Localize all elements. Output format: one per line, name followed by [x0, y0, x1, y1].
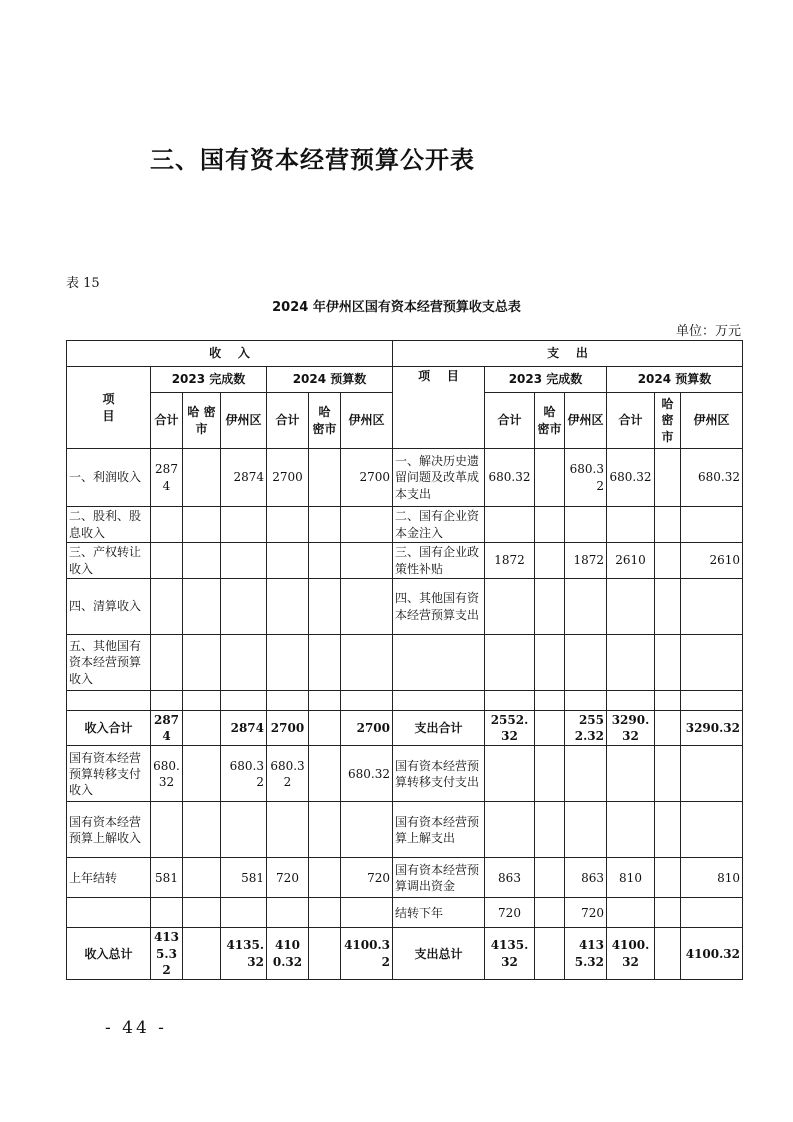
income-value-cell: [221, 543, 267, 579]
income-value-cell: [151, 691, 183, 711]
income-value-cell: [267, 691, 309, 711]
income-value-cell: [183, 543, 221, 579]
expense-value-cell: 1872: [565, 543, 607, 579]
income-2024-header: 2024 预算数: [267, 367, 393, 393]
expense-item-cell: 三、国有企业政策性补贴: [393, 543, 485, 579]
income-value-cell: [151, 898, 183, 928]
income-value-cell: [221, 691, 267, 711]
income-value-cell: [341, 579, 393, 635]
expense-item-cell: 支出总计: [393, 928, 485, 980]
income-item-cell: 一、利润收入: [67, 449, 151, 507]
income-value-cell: 2700: [341, 449, 393, 507]
income-value-cell: [267, 507, 309, 543]
table-title: 2024 年伊州区国有资本经营预算收支总表: [272, 300, 521, 315]
expense-value-cell: [655, 746, 681, 802]
table-row: [67, 928, 743, 980]
table-row: [67, 449, 743, 507]
expense-value-cell: 680.32: [681, 449, 743, 507]
expense-2024-hami-header: 哈 密市: [655, 393, 681, 449]
table-row: [67, 543, 743, 579]
income-value-cell: [183, 507, 221, 543]
expense-value-cell: [655, 543, 681, 579]
income-value-cell: 581: [151, 858, 183, 898]
expense-value-cell: [535, 711, 565, 746]
expense-value-cell: 810: [681, 858, 743, 898]
expense-value-cell: 863: [485, 858, 535, 898]
expense-value-cell: 2610: [607, 543, 655, 579]
income-2024-total-header: 合计: [267, 393, 309, 449]
expense-item-cell: 二、国有企业资本金注入: [393, 507, 485, 543]
expense-value-cell: [607, 898, 655, 928]
expense-value-cell: [607, 579, 655, 635]
expense-value-cell: [681, 579, 743, 635]
expense-value-cell: [655, 711, 681, 746]
income-value-cell: [183, 449, 221, 507]
income-value-cell: [183, 691, 221, 711]
income-value-cell: 4135.32: [151, 928, 183, 980]
income-value-cell: [183, 635, 221, 691]
expense-value-cell: [655, 507, 681, 543]
expense-value-cell: [681, 802, 743, 858]
income-value-cell: 4100.32: [341, 928, 393, 980]
income-value-cell: [151, 543, 183, 579]
expense-value-cell: 680.32: [607, 449, 655, 507]
income-value-cell: 2700: [267, 449, 309, 507]
expense-value-cell: 2552.32: [485, 711, 535, 746]
expense-value-cell: [565, 507, 607, 543]
income-header: 收 入: [67, 341, 393, 367]
income-value-cell: [309, 543, 341, 579]
income-item-cell: 二、股利、股息收入: [67, 507, 151, 543]
income-item-cell: 五、其他国有资本经营预算收入: [67, 635, 151, 691]
table-row: [67, 746, 743, 802]
income-value-cell: [183, 898, 221, 928]
expense-value-cell: [535, 579, 565, 635]
income-value-cell: [183, 928, 221, 980]
income-value-cell: [309, 858, 341, 898]
table-number: 表 15: [66, 276, 100, 291]
expense-value-cell: 720: [485, 898, 535, 928]
page-number: - 44 -: [105, 1018, 167, 1038]
expense-value-cell: [485, 579, 535, 635]
expense-value-cell: [535, 449, 565, 507]
expense-value-cell: [535, 928, 565, 980]
expense-2023-hami-header: 哈 密市: [535, 393, 565, 449]
expense-value-cell: [681, 507, 743, 543]
expense-2023-header: 2023 完成数: [485, 367, 607, 393]
income-value-cell: [309, 579, 341, 635]
expense-value-cell: [681, 635, 743, 691]
expense-value-cell: 680.32: [485, 449, 535, 507]
income-value-cell: 2874: [221, 711, 267, 746]
income-2023-total-header: 合计: [151, 393, 183, 449]
expense-value-cell: [655, 802, 681, 858]
expense-value-cell: [485, 507, 535, 543]
income-value-cell: [309, 691, 341, 711]
income-value-cell: 680.32: [341, 746, 393, 802]
income-value-cell: [183, 802, 221, 858]
income-value-cell: [183, 858, 221, 898]
section-title: 三、国有资本经营预算公开表: [150, 146, 475, 174]
expense-value-cell: 1872: [485, 543, 535, 579]
expense-value-cell: [565, 802, 607, 858]
expense-value-cell: 3290.32: [681, 711, 743, 746]
expense-value-cell: 2610: [681, 543, 743, 579]
expense-value-cell: [535, 858, 565, 898]
income-item-cell: 收入总计: [67, 928, 151, 980]
expense-value-cell: [535, 635, 565, 691]
expense-value-cell: 4135.32: [485, 928, 535, 980]
table-row: [67, 635, 743, 691]
expense-2023-yizhou-header: 伊州区: [565, 393, 607, 449]
expense-value-cell: [607, 746, 655, 802]
income-item-cell: 三、产权转让收入: [67, 543, 151, 579]
income-value-cell: [341, 507, 393, 543]
expense-value-cell: [535, 543, 565, 579]
expense-item-cell: 国有资本经营预算转移支付支出: [393, 746, 485, 802]
expense-value-cell: 3290.32: [607, 711, 655, 746]
expense-value-cell: [485, 802, 535, 858]
expense-value-cell: [485, 691, 535, 711]
income-value-cell: [221, 579, 267, 635]
income-value-cell: [309, 928, 341, 980]
expense-value-cell: [565, 746, 607, 802]
expense-value-cell: [655, 449, 681, 507]
table-row: [67, 691, 743, 711]
income-value-cell: 680.32: [221, 746, 267, 802]
expense-value-cell: [565, 691, 607, 711]
expense-value-cell: 4135.32: [565, 928, 607, 980]
expense-value-cell: [485, 746, 535, 802]
table-row: [67, 802, 743, 858]
income-value-cell: [221, 635, 267, 691]
income-value-cell: [341, 635, 393, 691]
income-value-cell: [267, 802, 309, 858]
income-value-cell: [309, 802, 341, 858]
income-value-cell: 2874: [151, 711, 183, 746]
expense-value-cell: [607, 691, 655, 711]
income-value-cell: [267, 898, 309, 928]
income-value-cell: 2700: [341, 711, 393, 746]
income-value-cell: 581: [221, 858, 267, 898]
income-value-cell: [267, 579, 309, 635]
expense-value-cell: [535, 691, 565, 711]
income-value-cell: [309, 711, 341, 746]
income-value-cell: [309, 449, 341, 507]
expense-item-header: 项 目: [393, 367, 485, 449]
expense-value-cell: [655, 691, 681, 711]
expense-item-cell: [393, 635, 485, 691]
expense-value-cell: [485, 635, 535, 691]
income-2023-yizhou-header: 伊州区: [221, 393, 267, 449]
income-value-cell: [221, 802, 267, 858]
expense-value-cell: [681, 746, 743, 802]
income-value-cell: [183, 746, 221, 802]
expense-item-cell: [393, 691, 485, 711]
expense-value-cell: [655, 928, 681, 980]
expense-2024-header: 2024 预算数: [607, 367, 743, 393]
income-value-cell: [309, 635, 341, 691]
income-value-cell: 2700: [267, 711, 309, 746]
income-item-cell: [67, 898, 151, 928]
expense-2023-total-header: 合计: [485, 393, 535, 449]
expense-value-cell: 4100.32: [681, 928, 743, 980]
expense-header: 支 出: [393, 341, 743, 367]
expense-value-cell: [535, 898, 565, 928]
income-item-cell: [67, 691, 151, 711]
income-value-cell: [151, 507, 183, 543]
expense-item-cell: 国有资本经营预算上解支出: [393, 802, 485, 858]
income-value-cell: [267, 635, 309, 691]
expense-value-cell: [655, 579, 681, 635]
table-row: [67, 579, 743, 635]
income-value-cell: [151, 579, 183, 635]
expense-item-cell: 国有资本经营预算调出资金: [393, 858, 485, 898]
expense-value-cell: [535, 746, 565, 802]
expense-value-cell: [607, 802, 655, 858]
income-value-cell: [183, 711, 221, 746]
expense-value-cell: [535, 802, 565, 858]
income-item-cell: 四、清算收入: [67, 579, 151, 635]
income-value-cell: 4135.32: [221, 928, 267, 980]
expense-value-cell: [681, 691, 743, 711]
income-value-cell: [221, 507, 267, 543]
expense-item-cell: 结转下年: [393, 898, 485, 928]
income-2023-hami-header: 哈 密市: [183, 393, 221, 449]
expense-2024-yizhou-header: 伊州区: [681, 393, 743, 449]
income-value-cell: [341, 543, 393, 579]
income-item-cell: 国有资本经营预算转移支付收入: [67, 746, 151, 802]
income-value-cell: 720: [341, 858, 393, 898]
income-value-cell: 2874: [151, 449, 183, 507]
expense-value-cell: 720: [565, 898, 607, 928]
expense-value-cell: 810: [607, 858, 655, 898]
unit-label: 单位：万元: [675, 324, 741, 339]
income-item-header: 项 目: [67, 367, 151, 449]
income-item-cell: 收入合计: [67, 711, 151, 746]
table-row: [67, 858, 743, 898]
expense-value-cell: [655, 858, 681, 898]
table-row: [67, 711, 743, 746]
income-value-cell: [267, 543, 309, 579]
income-value-cell: [309, 746, 341, 802]
income-value-cell: [309, 507, 341, 543]
income-value-cell: [183, 579, 221, 635]
income-value-cell: [341, 802, 393, 858]
income-value-cell: 4100.32: [267, 928, 309, 980]
expense-item-cell: 支出合计: [393, 711, 485, 746]
expense-item-cell: 一、解决历史遗留问题及改革成本支出: [393, 449, 485, 507]
table-row: [67, 507, 743, 543]
expense-value-cell: [655, 635, 681, 691]
expense-value-cell: 863: [565, 858, 607, 898]
expense-item-cell: 四、其他国有资本经营预算支出: [393, 579, 485, 635]
budget-table: [66, 340, 743, 980]
expense-value-cell: [607, 507, 655, 543]
income-value-cell: [309, 898, 341, 928]
expense-value-cell: 2552.32: [565, 711, 607, 746]
income-2024-hami-header: 哈 密市: [309, 393, 341, 449]
income-2023-header: 2023 完成数: [151, 367, 267, 393]
expense-2024-total-header: 合计: [607, 393, 655, 449]
income-value-cell: 680.32: [267, 746, 309, 802]
income-value-cell: 680.32: [151, 746, 183, 802]
expense-value-cell: 4100.32: [607, 928, 655, 980]
expense-value-cell: 680.32: [565, 449, 607, 507]
income-item-cell: 国有资本经营预算上解收入: [67, 802, 151, 858]
income-value-cell: [151, 802, 183, 858]
income-value-cell: [151, 635, 183, 691]
expense-value-cell: [565, 635, 607, 691]
expense-value-cell: [681, 898, 743, 928]
expense-value-cell: [565, 579, 607, 635]
income-item-cell: 上年结转: [67, 858, 151, 898]
expense-value-cell: [655, 898, 681, 928]
income-value-cell: [341, 691, 393, 711]
expense-value-cell: [607, 635, 655, 691]
income-value-cell: [221, 898, 267, 928]
expense-value-cell: [535, 507, 565, 543]
income-value-cell: 720: [267, 858, 309, 898]
income-value-cell: 2874: [221, 449, 267, 507]
income-2024-yizhou-header: 伊州区: [341, 393, 393, 449]
income-value-cell: [341, 898, 393, 928]
table-row: [67, 898, 743, 928]
